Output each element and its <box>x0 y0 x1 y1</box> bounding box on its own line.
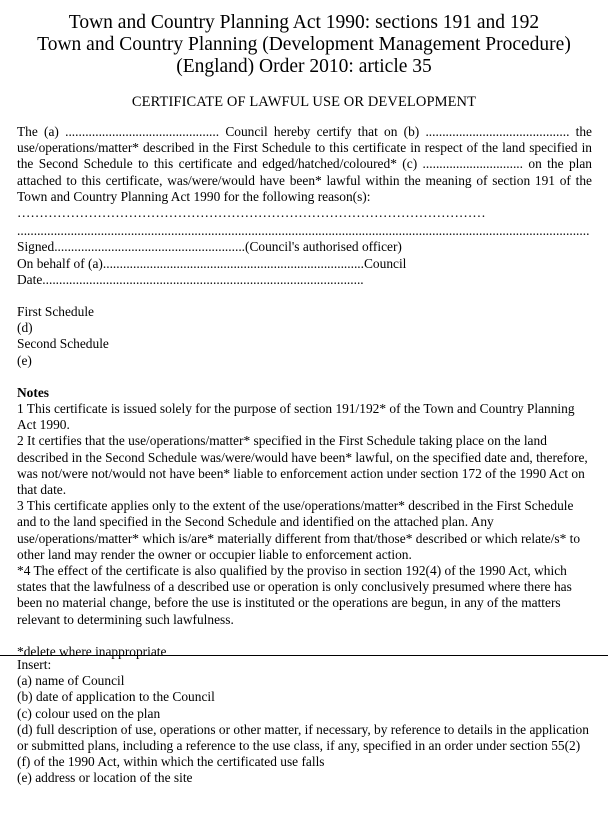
first-schedule-label: First Schedule <box>17 304 94 320</box>
header-line-3: (England) Order 2010: article 35 <box>176 56 432 77</box>
insert-item-a: (a) name of Council <box>17 673 125 689</box>
second-schedule-field: (e) <box>17 352 32 368</box>
note-2: 2 It certifies that the use/operations/matter* specified in the First Schedule taking place on the land described in the Second Schedule was/were/would have been* lawful, on the specified date and, therefore, was not/were not/would not have been* liable to enforcement action under section 172 of the 1990 Act on that date. <box>17 433 588 498</box>
insert-heading: Insert: <box>17 657 52 672</box>
legislation-header <box>0 0 608 78</box>
insert-item-d: (d) full description of use, operations or other matter, if necessary, by reference to details in the application or submitted plans, including a reference to the use class, if any, specified in an order under section 55(2)(f) of the 1990 Act, within which the certificated use falls <box>17 721 589 770</box>
reason-line-2: ........................................................................................................................................................................... <box>17 223 590 239</box>
on-behalf-line: On behalf of (a)..............................................................................Council <box>17 255 407 271</box>
insert-item-c: (c) colour used on the plan <box>17 705 161 721</box>
certificate-title: CERTIFICATE OF LAWFUL USE OR DEVELOPMENT <box>131 94 477 110</box>
insert-section <box>17 657 592 787</box>
insert-item-e: (e) address or location of the site <box>17 770 193 786</box>
note-1: 1 This certificate is issued solely for the purpose of section 191/192* of the Town and Country Planning Act 1990. <box>17 401 575 433</box>
certificate-body <box>17 124 592 660</box>
second-schedule-label: Second Schedule <box>17 336 109 352</box>
date-line: Date................................................................................................ <box>17 271 364 287</box>
header-line-1: Town and Country Planning Act 1990: sections 191 and 192 <box>68 12 540 33</box>
certification-paragraph: The (a) .............................................. Council hereby certify that on (b) ........................................... the use/operations/matter* described in the First Schedule to this certificate in respect of the land specified in the Second Schedule to this certificate and edged/hatched/coloured* (c) .............................. on the plan attached to this certificate, was/were/would have been* lawful within the meaning of section 191 of the Town and Country Planning Act 1990 for the following reason(s): <box>17 124 592 204</box>
note-4: *4 The effect of the certificate is also qualified by the proviso in section 192(4) of the 1990 Act, which states that the lawfulness of a described use or operation is only conclusively presumed where there has been no material change, before the use is instituted or the operations are begun, in any of the matters relevant to determining such lawfulness. <box>17 563 572 627</box>
first-schedule-field: (d) <box>17 320 33 336</box>
reason-line-1: …………………………………………………………………………………………… <box>17 205 486 221</box>
insert-item-b: (b) date of application to the Council <box>17 689 215 705</box>
note-3: 3 This certificate applies only to the extent of the use/operations/matter* described in the First Schedule and to the land specified in the Second Schedule and identified on the attached plan. Any use/operations/matter* which is/are* materially different from that/those* described or which relate/s* to other land may render the owner or occupier liable to enforcement action. <box>17 498 581 562</box>
section-divider <box>0 655 608 656</box>
signed-line: Signed.........................................................(Council's authorised officer) <box>17 239 402 255</box>
notes-heading: Notes <box>17 384 49 400</box>
delete-note: *delete where inappropriate <box>17 643 167 659</box>
header-line-2: Town and Country Planning (Development Management Procedure) <box>37 34 571 55</box>
